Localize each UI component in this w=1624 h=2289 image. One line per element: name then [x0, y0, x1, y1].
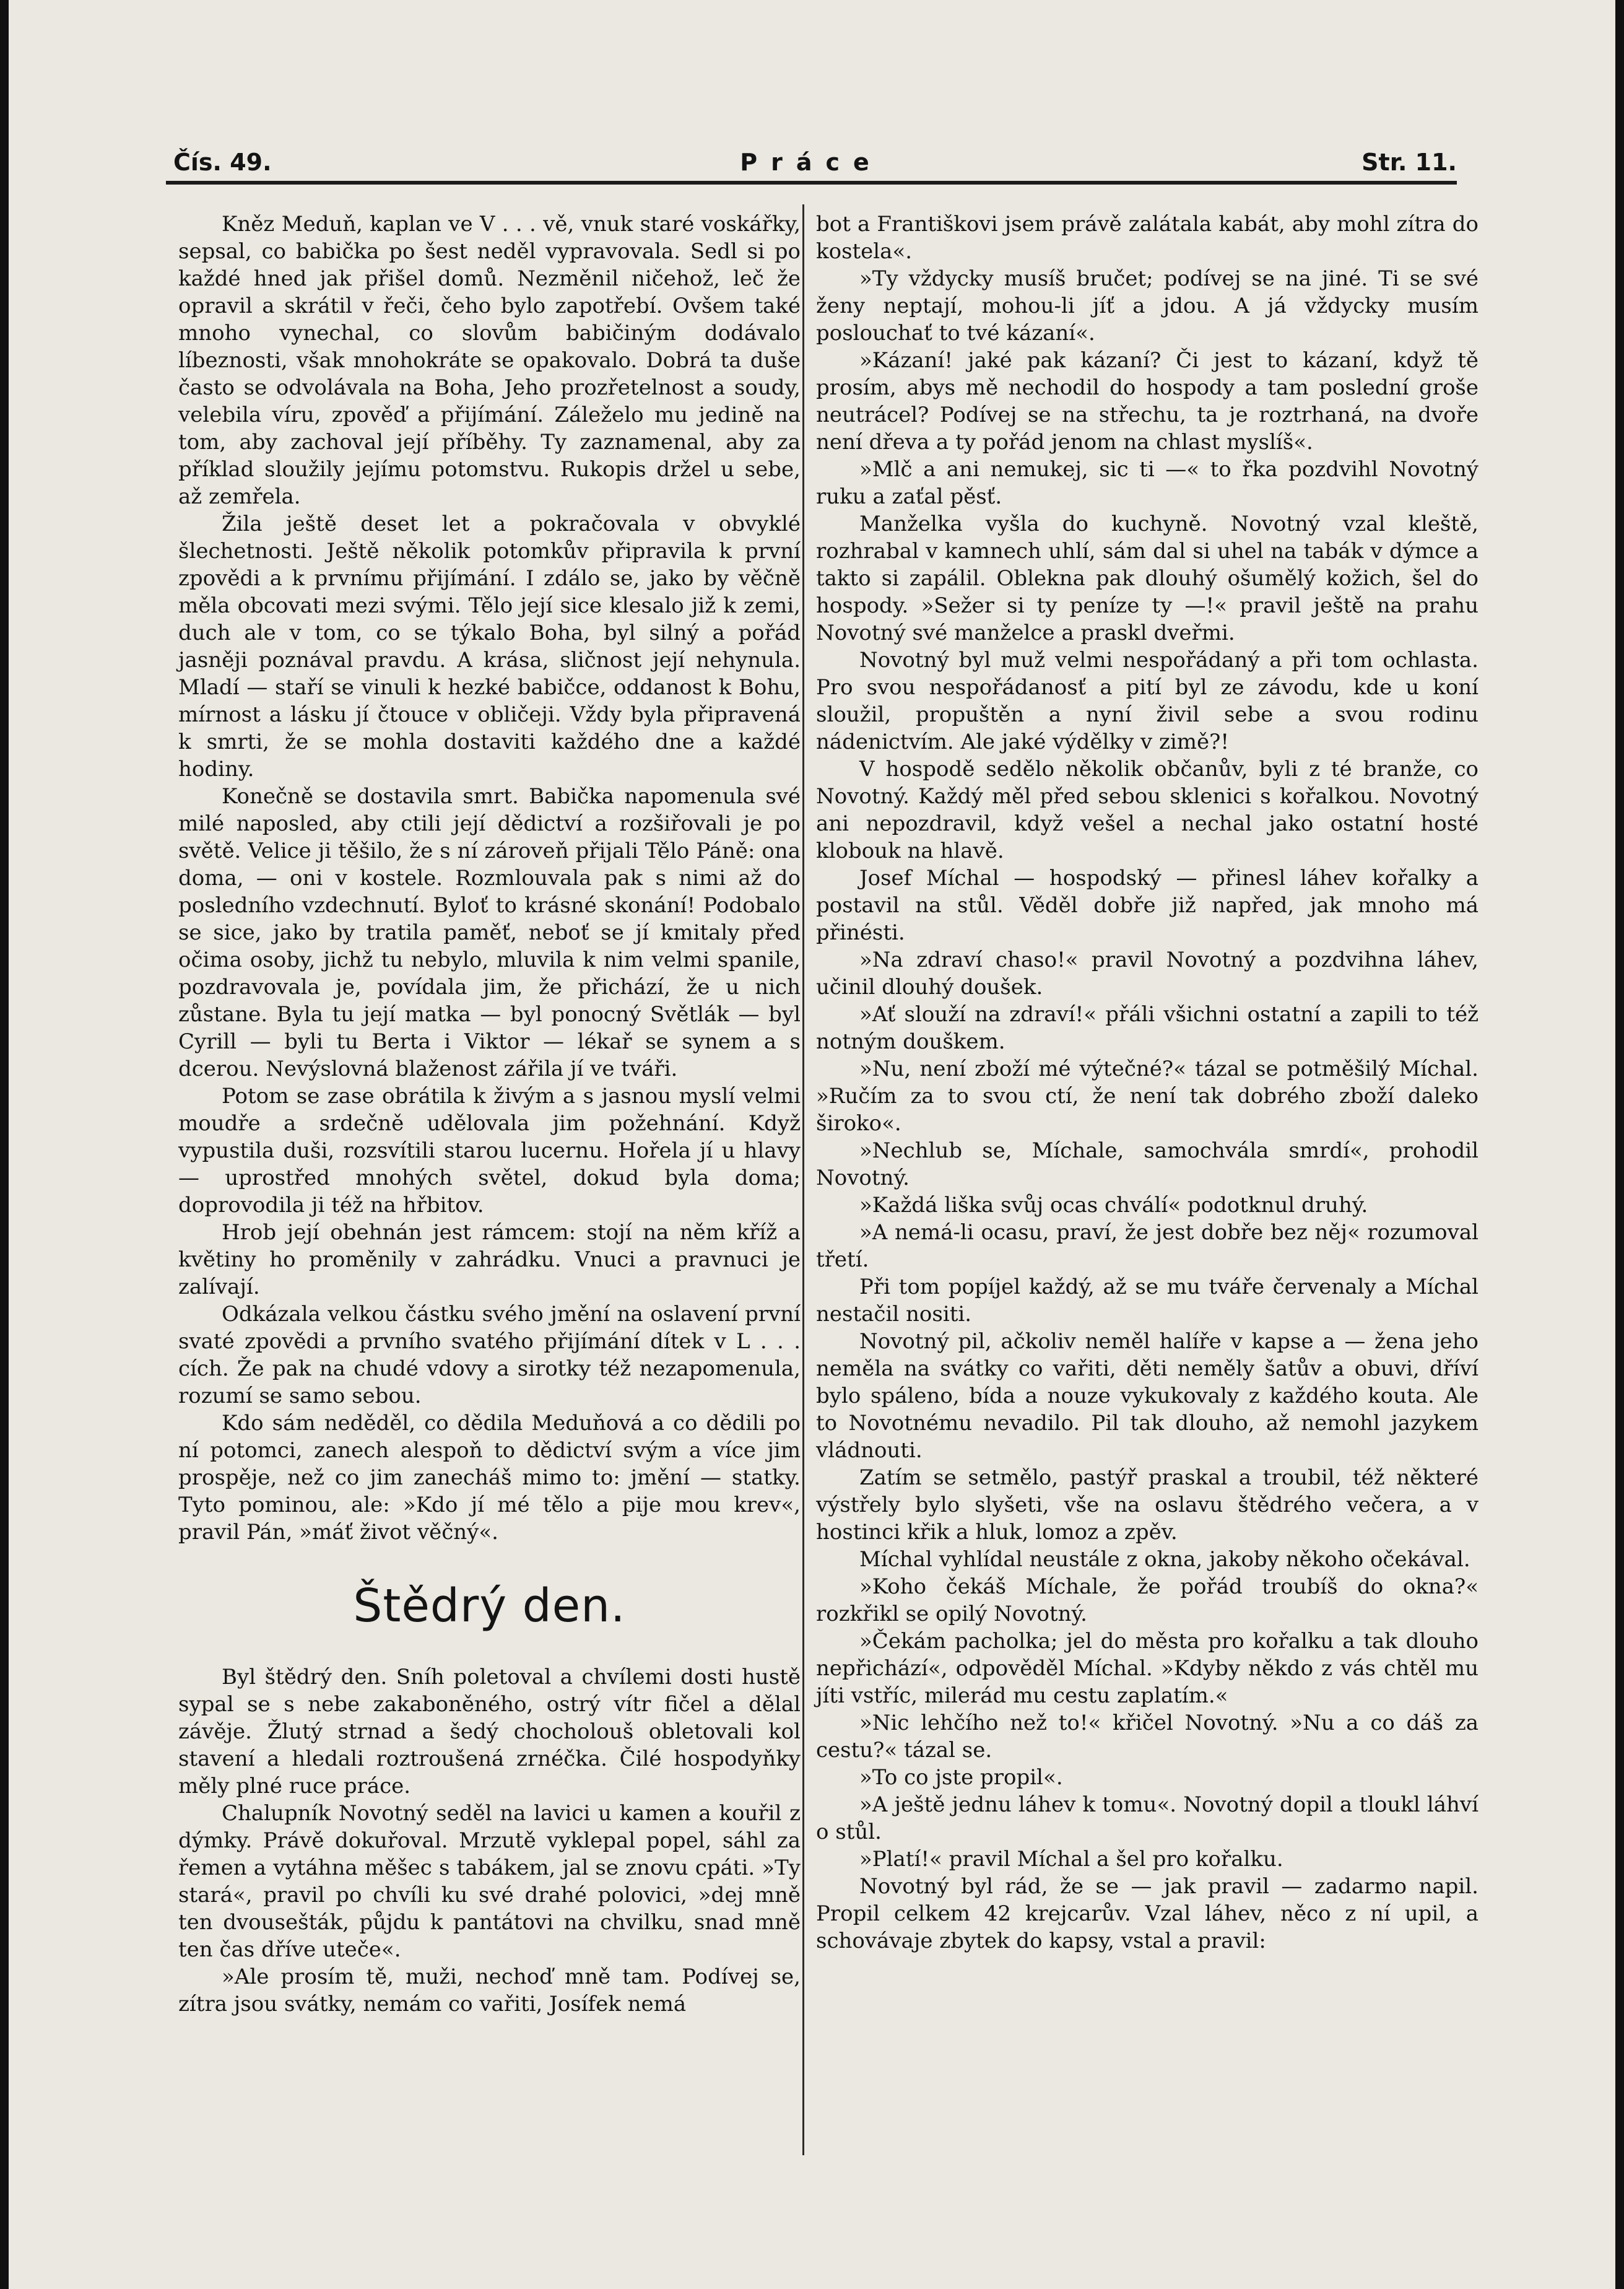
scan-edge-right	[1615, 0, 1624, 2289]
paragraph: »Nechlub se, Míchale, samochvála smrdí«, prohodil Novotný.	[816, 1138, 1479, 1190]
paragraph: »Platí!« pravil Míchal a šel pro kořalku.	[859, 1847, 1283, 1872]
paragraph: »Nu, není zboží mé výtečné?« tázal se potměšilý Míchal. »Ručím za to svou ctí, že není tak dobrého zboží daleko široko«.	[816, 1057, 1479, 1136]
paragraph: Kdo sám neděděl, co dědila Meduňová a co dědili po ní potomci, zanech alespoň to dědictví svým a více jim prospěje, než co jim zanecháš mimo to: jmění — statky. Tyto pominou, ale: »Kdo jí mé tělo a pije mou krev«, pravil Pán, »máť život věčný«.	[178, 1411, 801, 1545]
paragraph: Odkázala velkou částku svého jmění na oslavení první svaté zpovědi a prvního svatého přijímání dítek v L . . . cích. Že pak na chudé vdovy a sirotky též nezapomenula, rozumí se samo sebou.	[178, 1302, 801, 1408]
paragraph: Při tom popíjel každý, až se mu tváře červenaly a Míchal nestačil nositi.	[816, 1275, 1479, 1327]
paragraph: »Ale prosím tě, muži, nechoď mně tam. Podívej se, zítra jsou svátky, nemám co vařiti, Josífek nemá	[178, 1964, 801, 2016]
paragraph: »A ještě jednu láhev k tomu«. Novotný dopil a tloukl láhví o stůl.	[816, 1792, 1479, 1844]
paragraph: »Na zdraví chaso!« pravil Novotný a pozdvihna láhev, učinil dlouhý doušek.	[816, 948, 1479, 1000]
paragraph: Chalupník Novotný seděl na lavici u kamen a kouřil z dýmky. Právě dokuřoval. Mrzutě vyklepal popel, sáhl za řemen a vytáhna měšec s tabákem, jal se znovu cpáti. »Ty stará«, pravil po chvíli ku své drahé polovici, »dej mně ten dvousešták, půjdu k pantátovi na chvilku, snad mně ten čas dříve uteče«.	[178, 1801, 801, 1962]
paragraph: Hrob její obehnán jest rámcem: stojí na něm kříž a květiny ho proměnily v zahrádku. Vnuci a pravnuci je zalívají.	[178, 1220, 801, 1299]
paragraph: Žila ještě deset let a pokračovala v obvyklé šlechetnosti. Ještě několik potomkův připravila k první zpovědi a k prvnímu přijímání. I zdálo se, jako by věčně měla obcovati mezi svými. Tělo její sice klesalo již k zemi, duch ale v tom, co se týkalo Boha, byl silný a pořád jasněji poznával pravdu. A krása, sličnost její nehynula. Mladí — staří se vinuli k hezké babičce, oddanost k Bohu, mírnost a lásku jí čtouce v obličeji. Vždy byla připravená k smrti, že se mohla dostaviti každého dne a každé hodiny.	[178, 512, 801, 782]
story-title: Štědrý den.	[353, 1579, 626, 1633]
page-number: Str. 11.	[1361, 149, 1457, 176]
paragraph: Potom se zase obrátila k živým a s jasnou myslí velmi moudře a srdečně udělovala jim požehnání. Když vypustila duši, rozsvítili starou lucernu. Hořela jí u hlavy — uprostřed mnohých světel, dokud byla doma; doprovodila ji též na hřbitov.	[178, 1084, 801, 1218]
scan-edge-left	[0, 0, 9, 2289]
paragraph: »Ty vždycky musíš bručet; podívej se na jiné. Ti se své ženy neptají, mohou-li jíť a jdou. A já vždycky musím poslouchať to tvé kázaní«.	[816, 266, 1479, 346]
paragraph: »Ať slouží na zdraví!« přáli všichni ostatní a zapili to též notným douškem.	[816, 1002, 1479, 1054]
paragraph: Josef Míchal — hospodský — přinesl láhev kořalky a postavil na stůl. Věděl dobře již napřed, jak mnoho má přinésti.	[816, 866, 1479, 945]
paragraph: Novotný byl rád, že se — jak pravil — zadarmo napil. Propil celkem 42 krejcarův. Vzal láhev, něco z ní upil, a schovávaje zbytek do kapsy, vstal a pravil:	[816, 1874, 1479, 1953]
paragraph: Novotný pil, ačkoliv neměl halíře v kapse a — žena jeho neměla na svátky co vařiti, děti neměly šatův a obuvi, dříví bylo spáleno, bída a nouze vykukovaly z každého kouta. Ale to Novotnému nevadilo. Pil tak dlouho, až nemohl jazykem vládnouti.	[816, 1329, 1479, 1463]
paragraph: Kněz Meduň, kaplan ve V . . . vě, vnuk staré voskářky, sepsal, co babička po šest neděl vypravovala. Sedl si po každé hned jak přišel domů. Nezměnil ničehož, leč že opravil a skrátil v řeči, čeho bylo zapotřebí. Ovšem také mnoho vynechal, co slovům babičiným dodávalo líbeznosti, však mnohokráte se opakovalo. Dobrá ta duše často se odvolávala na Boha, Jeho prozřetelnost a soudy, velebila víru, zpověď a přijímání. Záleželo mu jedině na tom, aby zachoval její příběhy. Ty zaznamenal, aby za příklad sloužily jejímu potomstvu. Rukopis držel u sebe, až zemřela.	[178, 212, 801, 509]
paragraph: Byl štědrý den. Sníh poletoval a chvílemi dosti hustě sypal se s nebe zakaboněného, ostrý vítr fičel a dělal závěje. Žlutý strnad a šedý chocholouš obletovali kol stavení a hledali roztroušená zrnéčka. Čilé hospodyňky měly plné ruce práce.	[178, 1665, 801, 1798]
column-divider	[802, 204, 804, 2155]
paragraph: »Mlč a ani nemukej, sic ti —« to řka pozdvihl Novotný ruku a zaťal pěsť.	[816, 457, 1479, 509]
paragraph: »Nic lehčího než to!« křičel Novotný. »Nu a co dáš za cestu?« tázal se.	[816, 1711, 1479, 1763]
paragraph: Manželka vyšla do kuchyně. Novotný vzal kleště, rozhrabal v kamnech uhlí, sám dal si uhel na tabák v dýmce a takto si zapálil. Oblekna pak dlouhý ošumělý kožich, šel do hospody. »Sežer si ty peníze ty —!« pravil ještě na prahu Novotný své manželce a praskl dveřmi.	[816, 512, 1479, 645]
issue-number: Čís. 49.	[173, 149, 272, 176]
paragraph: Míchal vyhlídal neustále z okna, jakoby někoho očekával.	[859, 1547, 1470, 1572]
paragraph: »To co jste propil«.	[859, 1765, 1063, 1790]
page-header	[166, 146, 1457, 183]
paragraph: »Každá liška svůj ocas chválí« podotknul druhý.	[859, 1193, 1368, 1218]
newspaper-title: Práce	[740, 149, 883, 176]
header-rule	[166, 181, 1457, 185]
paragraph: Konečně se dostavila smrt. Babička napomenula své milé naposled, aby ctili její dědictví a rozšiřovali je po světě. Velice ji těšilo, že s ní zároveň přijali Tělo Páně: ona doma, — oni v kostele. Rozmlouvala pak s nimi až do posledního vzdechnutí. Byloť to krásné skonání! Podobalo se sice, jako by tratila paměť, neboť se jí kmitaly před očima osoby, jichž tu nebylo, mluvila k nim velmi spanile, pozdravovala je, povídala jim, že přichází, že u nich zůstane. Byla tu její matka — byl ponocný Světlák — byl Cyrill — byli tu Berta i Viktor — lékař se synem a s dcerou. Nevýslovná blaženost zářila jí ve tváři.	[178, 784, 801, 1081]
paragraph: »Čekám pacholka; jel do města pro kořalku a tak dlouho nepřichází«, odpověděl Míchal. »Kdyby někdo z vás chtěl mu jíti vstříc, milerád mu cestu zaplatím.«	[816, 1629, 1479, 1708]
paragraph: »Koho čekáš Míchale, že pořád troubíš do okna?« rozkřikl se opilý Novotný.	[816, 1574, 1479, 1626]
left-column	[178, 211, 801, 2018]
right-column	[816, 211, 1479, 1955]
paragraph: bot a Františkovi jsem právě zalátala kabát, aby mohl zítra do kostela«.	[816, 212, 1479, 264]
paragraph: »A nemá-li ocasu, praví, že jest dobře bez něj« rozumoval třetí.	[816, 1220, 1479, 1272]
paragraph: V hospodě sedělo několik občanův, byli z té branže, co Novotný. Každý měl před sebou sklenici s kořalkou. Novotný ani nepozdravil, když vešel a nechal jako ostatní hosté klobouk na hlavě.	[816, 757, 1479, 863]
paragraph: »Kázaní! jaké pak kázaní? Či jest to kázaní, když tě prosím, abys mě nechodil do hospody a tam poslední groše neutrácel? Podívej se na střechu, ta je roztrhaná, na dvoře není dřeva a ty pořád jenom na chlast myslíš«.	[816, 348, 1479, 455]
paragraph: Novotný byl muž velmi nespořádaný a při tom ochlasta. Pro svou nespořádanosť a pití byl ze závodu, kde u koní sloužil, propuštěn a nyní živil sebe a svou rodinu nádenictvím. Ale jaké výdělky v zimě?!	[816, 648, 1479, 754]
paragraph: Zatím se setmělo, pastýř praskal a troubil, též některé výstřely bylo slyšeti, vše na oslavu štědrého večera, a v hostinci křik a hluk, lomoz a zpěv.	[816, 1465, 1479, 1545]
